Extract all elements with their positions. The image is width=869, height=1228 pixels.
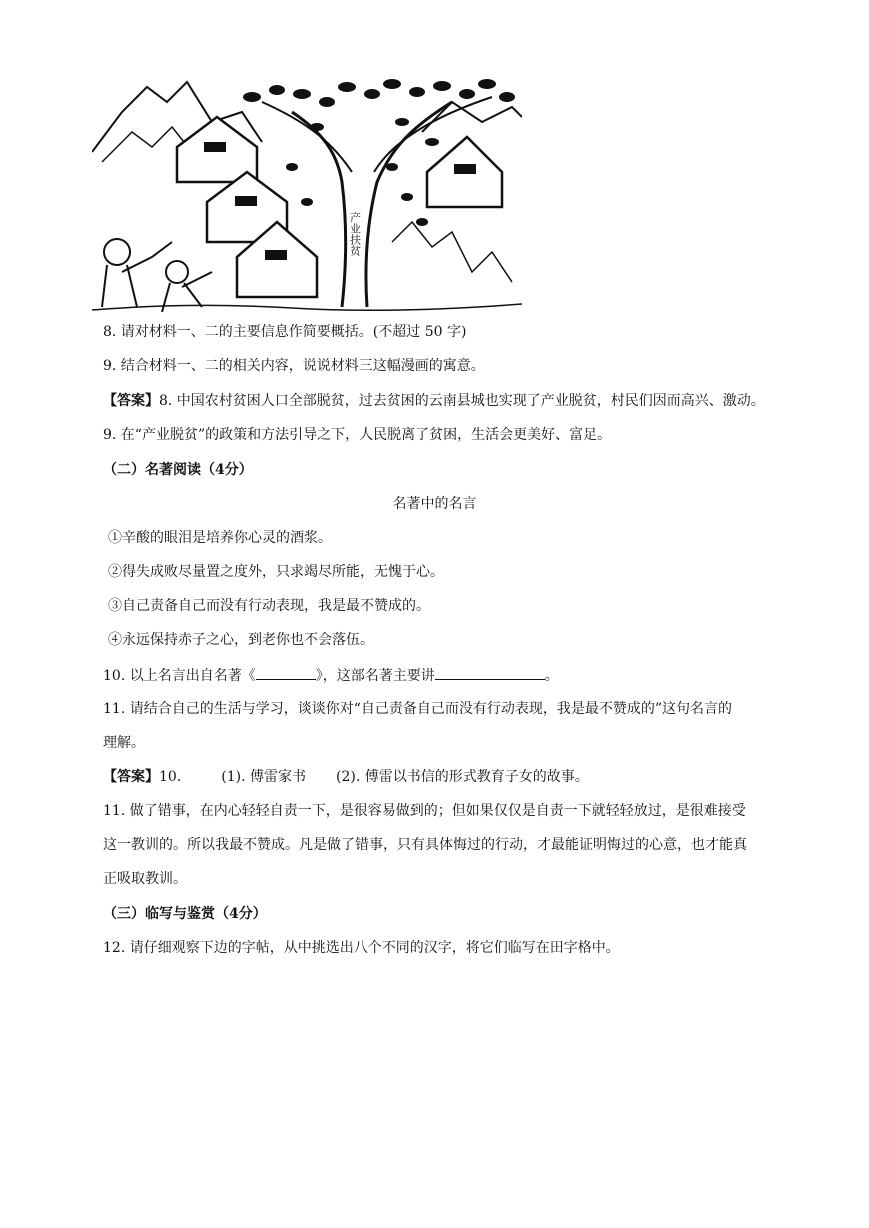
answer-block-2: [103, 767, 589, 787]
section-2-heading: （二）名著阅读（4分）: [103, 462, 253, 478]
answer-11-line1: 11. 做了错事，在内心轻轻自责一下，是很容易做到的；但如果仅仅是自责一下就轻轻放过，是很难接受: [103, 803, 746, 819]
question-11-line1: 11. 请结合自己的生活与学习，谈谈你对“自己责备自己而没有行动表现，我是最不赞成的”这句名言的: [103, 701, 733, 717]
village-cartoon-illustration: [92, 72, 522, 312]
quote-4: ④永远保持赤子之心，到老你也不会落伍。: [108, 632, 374, 648]
answer-11-line3: 正吸取教训。: [103, 871, 187, 887]
trunk-label: 产业扶贫: [348, 212, 362, 256]
question-10-part2: 》，这部名著主要讲: [315, 668, 435, 684]
answer-block-1: [103, 391, 765, 411]
answer-10-number: 10.: [159, 769, 182, 785]
answer-8-text: 8. 中国农村贫困人口全部脱贫，过去贫困的云南县城也实现了产业脱贫，村民们因而高兴、激动。: [159, 393, 765, 409]
section-3-heading: （三）临写与鉴赏（4分）: [103, 906, 267, 922]
question-11-line2: 理解。: [103, 735, 145, 751]
answer-label-2: 【答案】: [103, 769, 159, 785]
question-12: 12. 请仔细观察下边的字帖，从中挑选出八个不同的汉字，将它们临写在田字格中。: [103, 940, 620, 956]
question-9: 9. 结合材料一、二的相关内容，说说材料三这幅漫画的寓意。: [103, 358, 485, 374]
question-8: 8. 请对材料一、二的主要信息作简要概括。(不超过 50 字): [103, 324, 467, 340]
answer-9-text: 9. 在“产业脱贫”的政策和方法引导之下，人民脱离了贫困，生活会更美好、富足。: [103, 427, 612, 443]
answer-10-part2: (2). 傅雷以书信的形式教育子女的故事。: [336, 769, 589, 785]
book-title-blank[interactable]: [256, 665, 316, 680]
section-2-title: 名著中的名言: [392, 496, 477, 512]
question-10-part1: 10. 以上名言出自名著《: [103, 668, 256, 684]
book-content-blank[interactable]: [435, 665, 545, 680]
answer-10-part1: (1). 傅雷家书: [221, 769, 306, 785]
question-10: [103, 665, 559, 686]
answer-11-line2: 这一教训的。所以我最不赞成。凡是做了错事，只有具体悔过的行动，才最能证明悔过的心意，也才能真: [103, 837, 747, 853]
question-10-part3: 。: [544, 668, 559, 684]
quote-2: ②得失成败尽量置之度外，只求竭尽所能，无愧于心。: [108, 564, 444, 580]
quote-3: ③自己责备自己而没有行动表现，我是最不赞成的。: [108, 598, 430, 614]
answer-label: 【答案】: [103, 393, 159, 409]
quote-1: ①辛酸的眼泪是培养你心灵的酒浆。: [108, 530, 332, 546]
